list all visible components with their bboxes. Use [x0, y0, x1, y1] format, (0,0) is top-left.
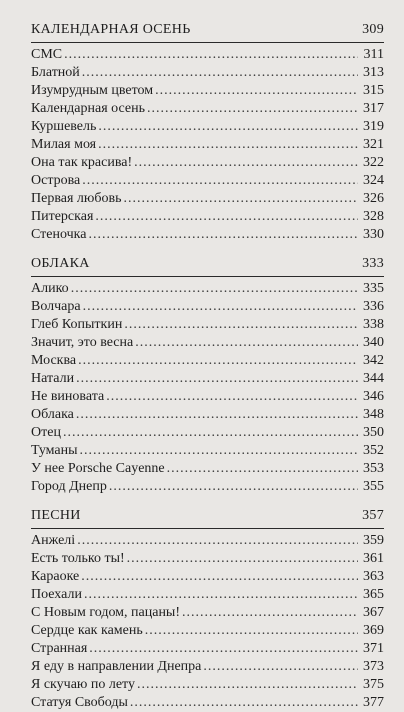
entry-page-number: 324 [363, 173, 384, 188]
toc-entry[interactable] [31, 568, 384, 586]
toc-entry[interactable] [31, 64, 384, 82]
dot-leader [98, 118, 358, 136]
toc-entry[interactable] [31, 190, 384, 208]
section-title: КАЛЕНДАРНАЯ ОСЕНЬ [31, 22, 191, 37]
entry-title: Первая любовь [31, 191, 122, 206]
entry-title: Москва [31, 353, 77, 368]
dot-leader [135, 334, 358, 352]
entry-page-number: 315 [363, 83, 384, 98]
entry-title: Город Днепр [31, 479, 107, 494]
entry-title: СМС [31, 47, 63, 62]
toc-section [31, 506, 384, 712]
entry-page-number: 355 [363, 479, 384, 494]
dot-leader [167, 460, 358, 478]
entry-title: Караоке [31, 569, 80, 584]
entry-page-number: 353 [363, 461, 384, 476]
entry-title: Анжелі [31, 533, 76, 548]
entry-title: Есть только ты! [31, 551, 125, 566]
toc-entry[interactable] [31, 658, 384, 676]
entry-page-number: 328 [363, 209, 384, 224]
entry-page-number: 377 [363, 695, 384, 710]
entry-title: Туманы [31, 443, 78, 458]
entry-title: Она так красива! [31, 155, 133, 170]
entry-page-number: 338 [363, 317, 384, 332]
dot-leader [137, 676, 358, 694]
entry-page-number: 363 [363, 569, 384, 584]
entry-title: Поехали [31, 587, 82, 602]
entry-page-number: 344 [363, 371, 384, 386]
entry-title: С Новым годом, пацаны! [31, 605, 181, 620]
entry-page-number: 365 [363, 587, 384, 602]
entry-title: Натали [31, 371, 75, 386]
section-header [31, 20, 384, 43]
entry-page-number: 322 [363, 155, 384, 170]
entry-page-number: 326 [363, 191, 384, 206]
dot-leader [147, 100, 358, 118]
toc-entry[interactable] [31, 640, 384, 658]
toc-entry[interactable] [31, 388, 384, 406]
dot-leader [127, 550, 358, 568]
dot-leader [109, 478, 358, 496]
dot-leader [76, 406, 358, 424]
section-title: ОБЛАКА [31, 256, 90, 271]
toc-entry[interactable] [31, 298, 384, 316]
entry-page-number: 335 [363, 281, 384, 296]
section-header [31, 254, 384, 277]
entry-page-number: 350 [363, 425, 384, 440]
entry-title: Острова [31, 173, 81, 188]
dot-leader [124, 316, 358, 334]
dot-leader [82, 172, 358, 190]
entry-page-number: 373 [363, 659, 384, 674]
dot-leader [145, 622, 358, 640]
toc-entry[interactable] [31, 550, 384, 568]
toc-entry[interactable] [31, 622, 384, 640]
entry-page-number: 330 [363, 227, 384, 242]
entry-title: Алико [31, 281, 69, 296]
toc-entry[interactable] [31, 460, 384, 478]
entry-page-number: 311 [363, 47, 384, 62]
toc-entry[interactable] [31, 226, 384, 244]
toc-entry[interactable] [31, 694, 384, 712]
dot-leader [84, 586, 358, 604]
entry-title: Облака [31, 407, 74, 422]
dot-leader [71, 280, 358, 298]
entry-page-number: 336 [363, 299, 384, 314]
toc-entry[interactable] [31, 100, 384, 118]
toc-entry[interactable] [31, 676, 384, 694]
entry-page-number: 340 [363, 335, 384, 350]
toc-entry[interactable] [31, 424, 384, 442]
section-page-number: 309 [362, 22, 384, 37]
toc-entry[interactable] [31, 370, 384, 388]
entry-page-number: 352 [363, 443, 384, 458]
toc-entry[interactable] [31, 604, 384, 622]
entry-page-number: 317 [363, 101, 384, 116]
entry-title: Странная [31, 641, 88, 656]
dot-leader [63, 424, 358, 442]
toc-entry[interactable] [31, 46, 384, 64]
dot-leader [123, 190, 358, 208]
dot-leader [77, 532, 358, 550]
entry-title: Изумрудным цветом [31, 83, 154, 98]
dot-leader [134, 154, 358, 172]
entry-page-number: 342 [363, 353, 384, 368]
entry-title: Я еду в направлении Днепра [31, 659, 202, 674]
entry-title: Куршевель [31, 119, 97, 134]
entry-title: Волчара [31, 299, 81, 314]
entry-page-number: 313 [363, 65, 384, 80]
toc-entry[interactable] [31, 406, 384, 424]
dot-leader [130, 694, 358, 712]
toc-entry[interactable] [31, 208, 384, 226]
entry-title: Календарная осень [31, 101, 145, 116]
entry-title: Статуя Свободы [31, 695, 128, 710]
section-page-number: 333 [362, 256, 384, 271]
dot-leader [95, 208, 358, 226]
entry-page-number: 375 [363, 677, 384, 692]
entry-page-number: 319 [363, 119, 384, 134]
dot-leader [80, 442, 358, 460]
section-header [31, 506, 384, 529]
entry-title: Стеночка [31, 227, 87, 242]
toc-entry[interactable] [31, 136, 384, 154]
toc-entry[interactable] [31, 532, 384, 550]
section-title: ПЕСНИ [31, 508, 81, 523]
entry-title: Милая моя [31, 137, 97, 152]
dot-leader [76, 370, 358, 388]
toc-entry[interactable] [31, 352, 384, 370]
entry-page-number: 371 [363, 641, 384, 656]
toc-entry[interactable] [31, 586, 384, 604]
toc-entry[interactable] [31, 154, 384, 172]
entry-page-number: 369 [363, 623, 384, 638]
entry-page-number: 348 [363, 407, 384, 422]
dot-leader [182, 604, 358, 622]
toc-entry[interactable] [31, 478, 384, 496]
entry-title: Блатной [31, 65, 80, 80]
dot-leader [89, 640, 358, 658]
entry-title: Не виновата [31, 389, 105, 404]
dot-leader [88, 226, 358, 244]
toc-section [31, 20, 384, 244]
dot-leader [81, 568, 358, 586]
entry-page-number: 361 [363, 551, 384, 566]
dot-leader [64, 46, 358, 64]
entry-page-number: 367 [363, 605, 384, 620]
toc-entry[interactable] [31, 82, 384, 100]
toc-entry[interactable] [31, 316, 384, 334]
entry-title: Сердце как камень [31, 623, 143, 638]
dot-leader [83, 298, 358, 316]
entry-title: Я скучаю по лету [31, 677, 135, 692]
entry-page-number: 346 [363, 389, 384, 404]
entry-title: Отец [31, 425, 61, 440]
dot-leader [155, 82, 358, 100]
entry-page-number: 359 [363, 533, 384, 548]
entry-title: У нее Porsche Cayenne [31, 461, 165, 476]
dot-leader [106, 388, 358, 406]
toc-entry[interactable] [31, 280, 384, 298]
dot-leader [203, 658, 358, 676]
toc-section [31, 254, 384, 496]
toc-entry[interactable] [31, 334, 384, 352]
toc-entry[interactable] [31, 442, 384, 460]
toc-entry[interactable] [31, 118, 384, 136]
toc-entry[interactable] [31, 172, 384, 190]
dot-leader [78, 352, 358, 370]
dot-leader [82, 64, 358, 82]
entry-title: Значит, это весна [31, 335, 134, 350]
entry-page-number: 321 [363, 137, 384, 152]
entry-title: Глеб Копыткин [31, 317, 123, 332]
section-page-number: 357 [362, 508, 384, 523]
dot-leader [98, 136, 358, 154]
entry-title: Питерская [31, 209, 94, 224]
